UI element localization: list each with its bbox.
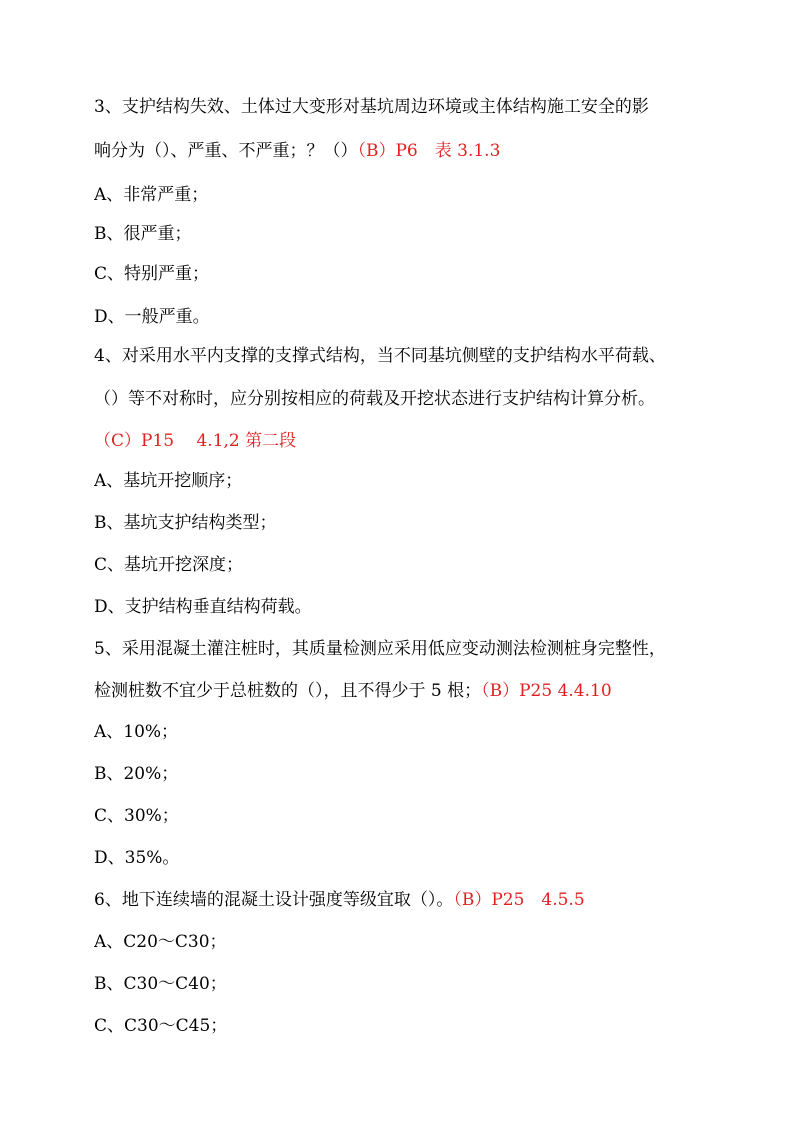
- question-6-option-b: B、C30～C40；: [94, 974, 227, 994]
- question-4-answer: （C）P15 4.1,2 第二段: [94, 431, 297, 451]
- question-5-option-c: C、30%；: [94, 806, 179, 826]
- question-5-stem-line-1: 5、采用混凝土灌注桩时，其质量检测应采用低应变动测法检测桩身完整性，: [94, 639, 666, 659]
- question-5-option-b: B、20%；: [94, 764, 179, 784]
- question-4-stem-line-1: 4、对采用水平内支撑的支撑式结构，当不同基坑侧壁的支护结构水平荷载、: [94, 346, 666, 366]
- question-4-option-b: B、基坑支护结构类型；: [94, 513, 277, 533]
- question-3-stem-line-1: 3、支护结构失效、土体过大变形对基坑周边环境或主体结构施工安全的影: [94, 97, 649, 117]
- question-3-option-b: B、很严重；: [94, 224, 192, 244]
- question-4-option-c: C、基坑开挖深度；: [94, 555, 244, 575]
- question-5-option-d: D、35%。: [94, 848, 180, 868]
- question-3-option-c: C、特别严重；: [94, 264, 210, 284]
- question-4-stem-line-2: （）等不对称时，应分别按相应的荷载及开挖状态进行支护结构计算分析。: [94, 389, 655, 409]
- question-3-option-a: A、非常严重；: [94, 185, 209, 205]
- question-3-option-d: D、一般严重。: [94, 307, 210, 327]
- question-3-stem-line-2: [94, 136, 734, 166]
- question-3-answer: （B）P6 表 3.1.3: [357, 141, 501, 161]
- question-3-stem-text: 响分为（）、严重、不严重；？（）: [94, 141, 358, 161]
- question-6-option-c: C、C30～C45；: [94, 1016, 228, 1036]
- question-5-option-a: A、10%；: [94, 722, 179, 742]
- question-4-option-a: A、基坑开挖顺序；: [94, 471, 243, 491]
- question-6-option-a: A、C20～C30；: [94, 932, 227, 952]
- question-6-stem-line-1: [94, 885, 734, 915]
- question-5-stem-line-2: [94, 676, 734, 706]
- question-6-answer: （B）P25 4.5.5: [453, 890, 585, 910]
- question-4-option-d: D、支护结构垂直结构荷载。: [94, 597, 312, 617]
- question-5-stem-text: 检测桩数不宜少于总桩数的（），且不得少于 5 根；: [94, 681, 482, 701]
- question-5-answer: （B）P25 4.4.10: [481, 681, 612, 701]
- question-6-stem-text: 6、地下连续墙的混凝土设计强度等级宜取（）。: [94, 890, 454, 910]
